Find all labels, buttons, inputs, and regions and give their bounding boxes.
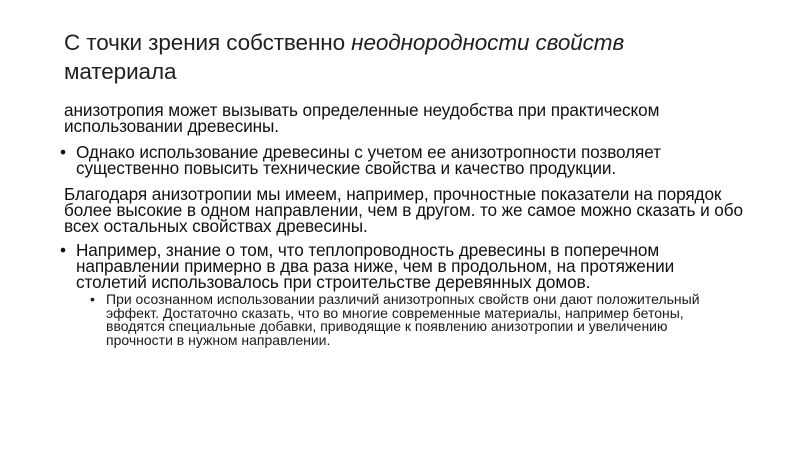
bullet-item-thermal — [60, 242, 716, 290]
bullet-text: Однако использование древесины с учетом ее анизотропности позволяет существенно повысить технические свойства и качество продукции. — [76, 142, 661, 178]
title-text: С точки зрения собственно — [64, 30, 352, 55]
title-line2: материала — [64, 59, 177, 84]
title-italic-text: неоднородности свойств — [351, 30, 625, 55]
paragraph-strength: Благодаря анизотропии мы имеем, например, прочностные показатели на порядок более высокие в одном направлении, чем в другом. то же самое можно сказать и обо всех остальных свойствах древесины. — [64, 184, 743, 236]
bullet-dot: • — [60, 240, 66, 260]
slide-body — [60, 100, 754, 348]
slide-title — [64, 28, 764, 86]
subbullet-item-concrete — [90, 293, 716, 347]
bullet-item-quality — [60, 144, 736, 176]
subbullet-dot: • — [90, 291, 95, 307]
paragraph-anisotropy-inconvenience: анизотропия может вызывать определенные неудобства при практическом использовании древесины. — [64, 100, 660, 136]
subbullet-text: При осознанном использовании различий анизотропных свойств они дают положительный эффект. Достаточно сказать, что во многие современные материалы, например бетоны, вводятся специальные добавки, приводящие к появлению анизотропии и увеличению прочности в нужном направлении. — [106, 291, 700, 348]
bullet-dot: • — [60, 142, 66, 162]
bullet-text: Например, знание о том, что теплопроводность древесины в поперечном направлении примерно в два раза ниже, чем в продольном, на протяжении столетий использовалось при строительстве деревянных домов. — [76, 240, 675, 292]
